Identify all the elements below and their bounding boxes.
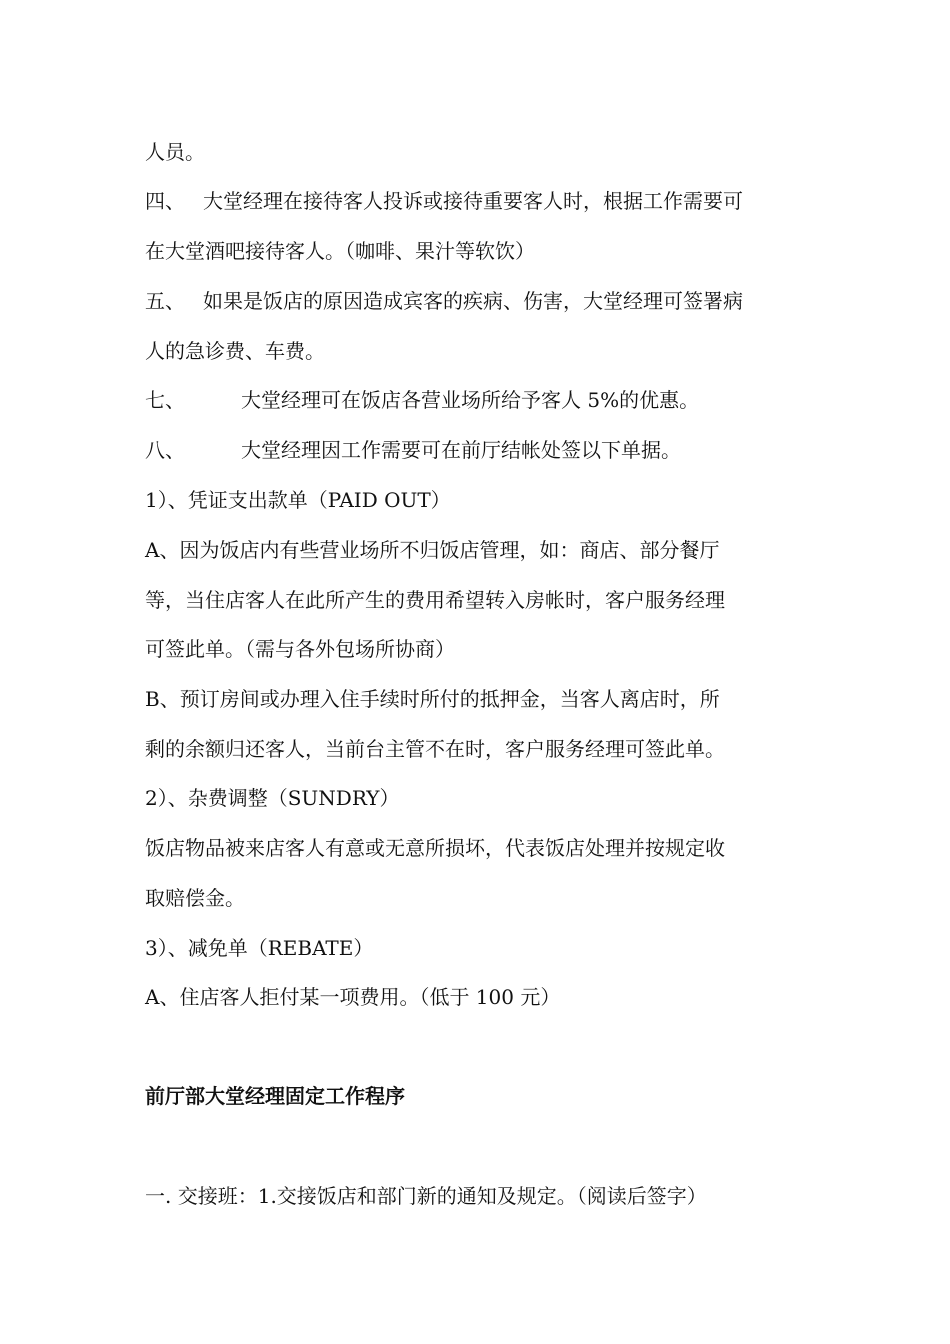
line-text: A、住店客人拒付某一项费用。（低于 100 元）: [145, 985, 561, 1009]
text-line: [145, 635, 825, 663]
text-line: [145, 884, 825, 912]
line-text: 大堂经理因工作需要可在前厅结帐处签以下单据。: [241, 438, 681, 462]
text-line: [145, 735, 825, 763]
line-text: 大堂经理在接待客人投诉或接待重要客人时，根据工作需要可: [203, 189, 743, 213]
line-text: 人员。: [145, 140, 205, 164]
text-line: [145, 536, 825, 564]
line-text: 一. 交接班：1.交接饭店和部门新的通知及规定。（阅读后签字）: [145, 1184, 707, 1208]
text-line: [145, 237, 825, 265]
text-line: [145, 586, 825, 614]
text-line: [145, 784, 825, 812]
item-number: 八、: [145, 438, 185, 462]
text-line-seven: [145, 386, 825, 414]
item-number: 七、: [145, 388, 185, 412]
line-text: 剩的余额归还客人，当前台主管不在时，客户服务经理可签此单。: [145, 737, 725, 761]
line-text: A、因为饭店内有些营业场所不归饭店管理，如：商店、部分餐厅: [145, 538, 720, 562]
text-line: [145, 337, 825, 365]
section-title: 前厅部大堂经理固定工作程序: [145, 1084, 405, 1108]
text-line: [145, 685, 825, 713]
line-text: 在大堂酒吧接待客人。（咖啡、果汁等软饮）: [145, 239, 535, 263]
line-text: B、预订房间或办理入住手续时所付的抵押金，当客人离店时，所: [145, 687, 720, 711]
line-text: 3）、减免单（REBATE）: [145, 936, 374, 960]
text-line: [145, 983, 825, 1011]
text-line: [145, 1182, 825, 1210]
text-line-five: [145, 287, 825, 315]
line-text: 1）、凭证支出款单（PAID OUT）: [145, 488, 451, 512]
line-text: 可签此单。（需与各外包场所协商）: [145, 637, 455, 661]
text-line-four: [145, 187, 825, 215]
text-line-eight: [145, 436, 825, 464]
text-line: [145, 834, 825, 862]
line-text: 大堂经理可在饭店各营业场所给予客人 5%的优惠。: [241, 388, 700, 412]
text-line: [145, 934, 825, 962]
text-line: [145, 486, 825, 514]
line-text: 取赔偿金。: [145, 886, 245, 910]
line-text: 等，当住店客人在此所产生的费用希望转入房帐时，客户服务经理: [145, 588, 725, 612]
line-text: 2）、杂费调整（SUNDRY）: [145, 786, 400, 810]
item-number: 四、: [145, 189, 185, 213]
line-text: 人的急诊费、车费。: [145, 339, 325, 363]
text-line: [145, 138, 825, 166]
line-text: 饭店物品被来店客人有意或无意所损坏，代表饭店处理并按规定收: [145, 836, 725, 860]
line-text: 如果是饭店的原因造成宾客的疾病、伤害，大堂经理可签署病: [203, 289, 743, 313]
item-number: 五、: [145, 289, 185, 313]
